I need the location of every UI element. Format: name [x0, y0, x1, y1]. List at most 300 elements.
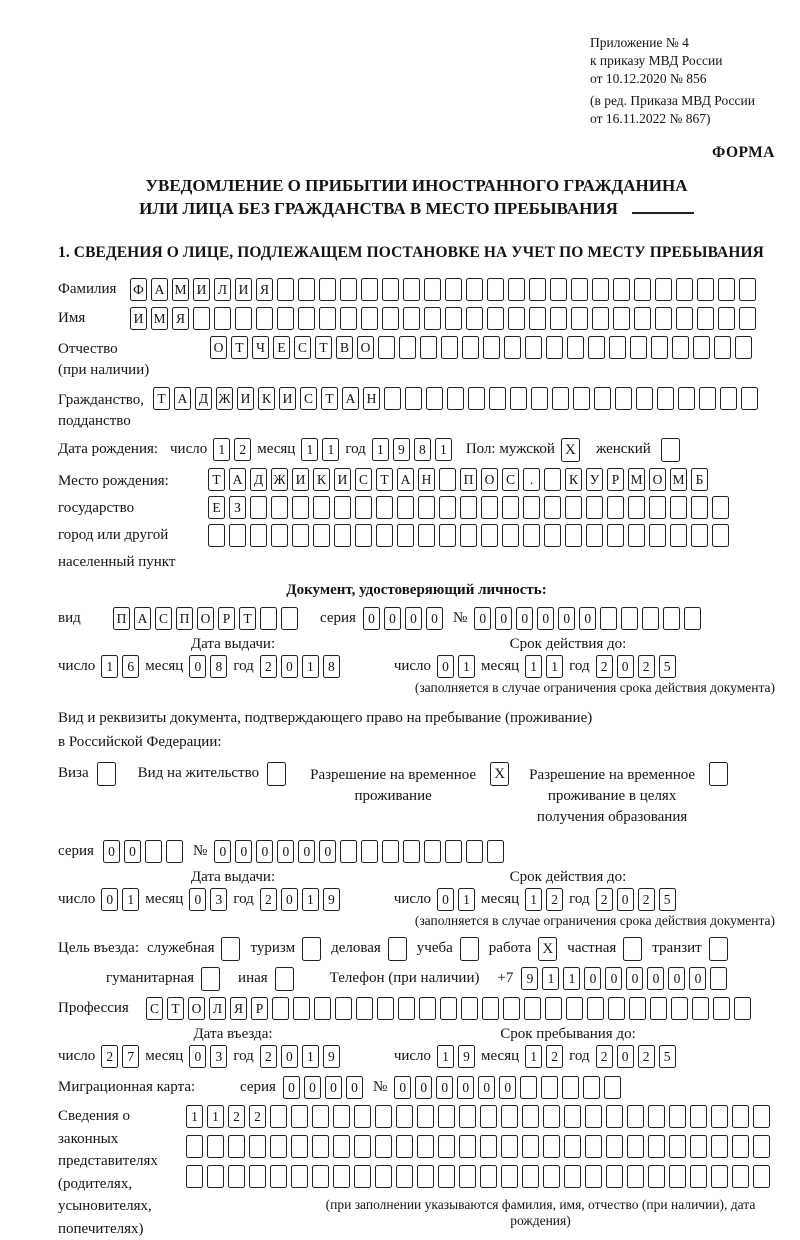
char-cell[interactable]	[397, 524, 414, 547]
char-cell[interactable]	[186, 1165, 203, 1188]
char-cell[interactable]	[340, 278, 357, 301]
doc-kind-boxes[interactable]	[113, 607, 298, 630]
char-cell[interactable]	[487, 278, 504, 301]
char-cell[interactable]	[627, 1105, 644, 1128]
char-cell[interactable]	[670, 524, 687, 547]
char-cell[interactable]	[524, 997, 541, 1020]
char-cell[interactable]: И	[193, 278, 210, 301]
char-cell[interactable]: 0	[384, 607, 401, 630]
char-cell[interactable]	[636, 387, 653, 410]
char-cell[interactable]	[650, 997, 667, 1020]
char-cell[interactable]: 2	[638, 888, 655, 911]
char-cell[interactable]: 0	[281, 1045, 298, 1068]
char-cell[interactable]	[382, 307, 399, 330]
char-cell[interactable]	[214, 307, 231, 330]
char-cell[interactable]: 1	[542, 967, 559, 990]
char-cell[interactable]: 1	[302, 655, 319, 678]
char-cell[interactable]	[732, 1135, 749, 1158]
char-cell[interactable]: В	[336, 336, 353, 359]
char-cell[interactable]	[613, 278, 630, 301]
char-cell[interactable]	[543, 1135, 560, 1158]
char-cell[interactable]	[480, 1105, 497, 1128]
char-cell[interactable]	[711, 1105, 728, 1128]
char-cell[interactable]: 0	[605, 967, 622, 990]
char-cell[interactable]: 8	[210, 655, 227, 678]
char-cell[interactable]: М	[670, 468, 687, 491]
char-cell[interactable]	[587, 997, 604, 1020]
char-cell[interactable]: 9	[458, 1045, 475, 1068]
char-cell[interactable]: П	[113, 607, 130, 630]
char-cell[interactable]	[445, 278, 462, 301]
char-cell[interactable]	[356, 997, 373, 1020]
char-cell[interactable]	[314, 997, 331, 1020]
residence-number-boxes[interactable]	[214, 840, 504, 863]
char-cell[interactable]	[753, 1105, 770, 1128]
char-cell[interactable]: 0	[304, 1076, 321, 1099]
char-cell[interactable]	[361, 307, 378, 330]
char-cell[interactable]	[564, 1105, 581, 1128]
char-cell[interactable]: 0	[189, 655, 206, 678]
char-cell[interactable]	[735, 336, 752, 359]
char-cell[interactable]	[501, 1105, 518, 1128]
char-cell[interactable]	[228, 1135, 245, 1158]
char-cell[interactable]	[438, 1165, 455, 1188]
char-cell[interactable]	[445, 307, 462, 330]
char-cell[interactable]	[523, 524, 540, 547]
valid-month-boxes[interactable]	[525, 655, 563, 678]
res-issue-month-boxes[interactable]	[189, 888, 227, 911]
entry-day-boxes[interactable]	[101, 1045, 139, 1068]
char-cell[interactable]: Б	[691, 468, 708, 491]
char-cell[interactable]: 1	[101, 655, 118, 678]
char-cell[interactable]	[250, 524, 267, 547]
char-cell[interactable]: .	[523, 468, 540, 491]
migration-number-boxes[interactable]	[394, 1076, 621, 1099]
char-cell[interactable]: 0	[189, 1045, 206, 1068]
char-cell[interactable]	[567, 336, 584, 359]
char-cell[interactable]	[714, 336, 731, 359]
char-cell[interactable]	[621, 607, 638, 630]
char-cell[interactable]: С	[300, 387, 317, 410]
char-cell[interactable]: 0	[103, 840, 120, 863]
char-cell[interactable]	[376, 524, 393, 547]
res-valid-day-boxes[interactable]	[437, 888, 475, 911]
birth-place-row3[interactable]	[208, 524, 729, 547]
char-cell[interactable]	[277, 307, 294, 330]
char-cell[interactable]	[607, 496, 624, 519]
char-cell[interactable]: 9	[393, 438, 410, 461]
char-cell[interactable]	[642, 607, 659, 630]
char-cell[interactable]: 5	[659, 655, 676, 678]
char-cell[interactable]	[594, 387, 611, 410]
char-cell[interactable]	[460, 496, 477, 519]
char-cell[interactable]	[334, 524, 351, 547]
char-cell[interactable]	[193, 307, 210, 330]
char-cell[interactable]	[522, 1135, 539, 1158]
char-cell[interactable]: М	[172, 278, 189, 301]
temp-residence-checkbox[interactable]: X	[490, 762, 509, 786]
char-cell[interactable]	[424, 278, 441, 301]
char-cell[interactable]	[629, 997, 646, 1020]
char-cell[interactable]	[459, 1105, 476, 1128]
char-cell[interactable]	[228, 1165, 245, 1188]
char-cell[interactable]: 0	[101, 888, 118, 911]
title-blank-line[interactable]	[632, 198, 694, 214]
char-cell[interactable]	[648, 1165, 665, 1188]
char-cell[interactable]	[403, 840, 420, 863]
char-cell[interactable]	[249, 1165, 266, 1188]
char-cell[interactable]	[522, 1105, 539, 1128]
char-cell[interactable]	[657, 387, 674, 410]
representatives-row1[interactable]	[186, 1105, 770, 1128]
char-cell[interactable]	[447, 387, 464, 410]
char-cell[interactable]	[145, 840, 162, 863]
char-cell[interactable]	[523, 496, 540, 519]
char-cell[interactable]	[711, 1165, 728, 1188]
char-cell[interactable]: С	[294, 336, 311, 359]
char-cell[interactable]	[669, 1165, 686, 1188]
char-cell[interactable]: 0	[617, 655, 634, 678]
char-cell[interactable]	[592, 307, 609, 330]
purpose-private-checkbox[interactable]	[623, 937, 642, 961]
char-cell[interactable]: 0	[558, 607, 575, 630]
char-cell[interactable]	[319, 307, 336, 330]
char-cell[interactable]	[609, 336, 626, 359]
char-cell[interactable]	[291, 1135, 308, 1158]
valid-day-boxes[interactable]	[437, 655, 475, 678]
char-cell[interactable]	[375, 1135, 392, 1158]
char-cell[interactable]	[510, 387, 527, 410]
char-cell[interactable]	[585, 1165, 602, 1188]
char-cell[interactable]	[718, 278, 735, 301]
residence-permit-checkbox[interactable]	[267, 762, 286, 786]
char-cell[interactable]: Т	[167, 997, 184, 1020]
char-cell[interactable]	[461, 997, 478, 1020]
char-cell[interactable]	[508, 278, 525, 301]
char-cell[interactable]	[398, 997, 415, 1020]
valid-year-boxes[interactable]	[596, 655, 676, 678]
char-cell[interactable]	[466, 278, 483, 301]
char-cell[interactable]: Я	[256, 278, 273, 301]
res-valid-month-boxes[interactable]	[525, 888, 563, 911]
char-cell[interactable]	[462, 336, 479, 359]
char-cell[interactable]	[627, 1165, 644, 1188]
char-cell[interactable]	[699, 387, 716, 410]
char-cell[interactable]	[615, 387, 632, 410]
char-cell[interactable]: А	[397, 468, 414, 491]
char-cell[interactable]	[313, 496, 330, 519]
temp-residence-edu-checkbox[interactable]	[709, 762, 728, 786]
char-cell[interactable]: 0	[189, 888, 206, 911]
char-cell[interactable]	[691, 524, 708, 547]
char-cell[interactable]	[229, 524, 246, 547]
visa-checkbox[interactable]	[97, 762, 116, 786]
char-cell[interactable]: Т	[239, 607, 256, 630]
char-cell[interactable]	[562, 1076, 579, 1099]
char-cell[interactable]	[606, 1105, 623, 1128]
char-cell[interactable]: К	[313, 468, 330, 491]
char-cell[interactable]: С	[155, 607, 172, 630]
char-cell[interactable]: И	[279, 387, 296, 410]
char-cell[interactable]	[291, 1105, 308, 1128]
char-cell[interactable]	[691, 496, 708, 519]
char-cell[interactable]	[384, 387, 401, 410]
char-cell[interactable]	[277, 278, 294, 301]
res-issue-day-boxes[interactable]	[101, 888, 139, 911]
char-cell[interactable]	[676, 307, 693, 330]
char-cell[interactable]: Д	[195, 387, 212, 410]
char-cell[interactable]	[270, 1105, 287, 1128]
char-cell[interactable]	[571, 278, 588, 301]
char-cell[interactable]	[655, 278, 672, 301]
char-cell[interactable]: И	[130, 307, 147, 330]
char-cell[interactable]: 0	[214, 840, 231, 863]
char-cell[interactable]: 0	[537, 607, 554, 630]
char-cell[interactable]: М	[151, 307, 168, 330]
profession-boxes[interactable]	[146, 997, 751, 1020]
char-cell[interactable]	[466, 307, 483, 330]
char-cell[interactable]: 0	[495, 607, 512, 630]
char-cell[interactable]	[741, 387, 758, 410]
char-cell[interactable]	[333, 1165, 350, 1188]
char-cell[interactable]	[489, 387, 506, 410]
char-cell[interactable]: 2	[596, 655, 613, 678]
char-cell[interactable]	[250, 496, 267, 519]
char-cell[interactable]	[445, 840, 462, 863]
char-cell[interactable]	[438, 1105, 455, 1128]
char-cell[interactable]: 2	[101, 1045, 118, 1068]
citizenship-boxes[interactable]	[153, 387, 758, 410]
char-cell[interactable]	[676, 278, 693, 301]
char-cell[interactable]	[520, 1076, 537, 1099]
char-cell[interactable]	[376, 496, 393, 519]
char-cell[interactable]: Л	[214, 278, 231, 301]
char-cell[interactable]	[249, 1135, 266, 1158]
char-cell[interactable]: И	[237, 387, 254, 410]
char-cell[interactable]	[480, 1165, 497, 1188]
char-cell[interactable]	[663, 607, 680, 630]
char-cell[interactable]: 1	[458, 888, 475, 911]
char-cell[interactable]: 0	[415, 1076, 432, 1099]
char-cell[interactable]: 2	[596, 888, 613, 911]
char-cell[interactable]	[312, 1165, 329, 1188]
char-cell[interactable]	[235, 307, 252, 330]
char-cell[interactable]	[298, 278, 315, 301]
char-cell[interactable]	[684, 607, 701, 630]
char-cell[interactable]: Я	[230, 997, 247, 1020]
char-cell[interactable]: 0	[436, 1076, 453, 1099]
char-cell[interactable]	[396, 1135, 413, 1158]
char-cell[interactable]: Ж	[271, 468, 288, 491]
char-cell[interactable]: 0	[281, 655, 298, 678]
char-cell[interactable]	[417, 1105, 434, 1128]
char-cell[interactable]	[419, 997, 436, 1020]
char-cell[interactable]: П	[176, 607, 193, 630]
char-cell[interactable]	[608, 997, 625, 1020]
phone-boxes[interactable]	[521, 967, 727, 990]
char-cell[interactable]	[734, 997, 751, 1020]
char-cell[interactable]: 2	[546, 1045, 563, 1068]
residence-series-boxes[interactable]	[103, 840, 183, 863]
char-cell[interactable]	[634, 278, 651, 301]
char-cell[interactable]: 5	[659, 888, 676, 911]
char-cell[interactable]: 0	[394, 1076, 411, 1099]
char-cell[interactable]: 1	[302, 888, 319, 911]
char-cell[interactable]	[354, 1165, 371, 1188]
char-cell[interactable]	[529, 278, 546, 301]
char-cell[interactable]	[333, 1135, 350, 1158]
char-cell[interactable]	[529, 307, 546, 330]
char-cell[interactable]: О	[197, 607, 214, 630]
char-cell[interactable]	[340, 307, 357, 330]
char-cell[interactable]: 2	[249, 1105, 266, 1128]
char-cell[interactable]	[375, 1105, 392, 1128]
char-cell[interactable]	[208, 524, 225, 547]
char-cell[interactable]	[669, 1135, 686, 1158]
char-cell[interactable]	[503, 997, 520, 1020]
char-cell[interactable]: Т	[376, 468, 393, 491]
char-cell[interactable]	[545, 997, 562, 1020]
char-cell[interactable]	[546, 336, 563, 359]
char-cell[interactable]: 0	[325, 1076, 342, 1099]
char-cell[interactable]: 0	[516, 607, 533, 630]
char-cell[interactable]	[600, 607, 617, 630]
char-cell[interactable]	[564, 1135, 581, 1158]
char-cell[interactable]: 0	[626, 967, 643, 990]
char-cell[interactable]	[586, 524, 603, 547]
char-cell[interactable]	[739, 278, 756, 301]
char-cell[interactable]: Я	[172, 307, 189, 330]
char-cell[interactable]: 2	[638, 655, 655, 678]
char-cell[interactable]: 2	[260, 655, 277, 678]
char-cell[interactable]	[354, 1135, 371, 1158]
char-cell[interactable]	[334, 496, 351, 519]
char-cell[interactable]	[502, 496, 519, 519]
char-cell[interactable]	[335, 997, 352, 1020]
char-cell[interactable]	[313, 524, 330, 547]
char-cell[interactable]: 0	[617, 888, 634, 911]
char-cell[interactable]	[544, 524, 561, 547]
char-cell[interactable]	[628, 496, 645, 519]
char-cell[interactable]	[382, 840, 399, 863]
purpose-study-checkbox[interactable]	[460, 937, 479, 961]
char-cell[interactable]: А	[174, 387, 191, 410]
char-cell[interactable]	[713, 997, 730, 1020]
char-cell[interactable]	[543, 1105, 560, 1128]
issue-month-boxes[interactable]	[189, 655, 227, 678]
char-cell[interactable]	[441, 336, 458, 359]
char-cell[interactable]: А	[342, 387, 359, 410]
char-cell[interactable]	[466, 840, 483, 863]
char-cell[interactable]	[630, 336, 647, 359]
birth-year-boxes[interactable]	[372, 438, 452, 461]
char-cell[interactable]: 1	[122, 888, 139, 911]
char-cell[interactable]: 0	[283, 1076, 300, 1099]
char-cell[interactable]	[354, 1105, 371, 1128]
char-cell[interactable]: Т	[208, 468, 225, 491]
char-cell[interactable]	[459, 1135, 476, 1158]
char-cell[interactable]	[585, 1135, 602, 1158]
char-cell[interactable]	[270, 1135, 287, 1158]
char-cell[interactable]	[753, 1165, 770, 1188]
char-cell[interactable]	[424, 840, 441, 863]
char-cell[interactable]	[712, 524, 729, 547]
char-cell[interactable]	[627, 1135, 644, 1158]
char-cell[interactable]: 9	[323, 1045, 340, 1068]
char-cell[interactable]: С	[355, 468, 372, 491]
char-cell[interactable]	[718, 307, 735, 330]
birth-month-boxes[interactable]	[301, 438, 339, 461]
char-cell[interactable]	[648, 1135, 665, 1158]
char-cell[interactable]	[678, 387, 695, 410]
char-cell[interactable]: Е	[208, 496, 225, 519]
char-cell[interactable]: Е	[273, 336, 290, 359]
purpose-transit-checkbox[interactable]	[709, 937, 728, 961]
char-cell[interactable]	[655, 307, 672, 330]
char-cell[interactable]: 1	[435, 438, 452, 461]
char-cell[interactable]: И	[334, 468, 351, 491]
char-cell[interactable]	[405, 387, 422, 410]
char-cell[interactable]	[439, 496, 456, 519]
char-cell[interactable]	[291, 1165, 308, 1188]
char-cell[interactable]: 7	[122, 1045, 139, 1068]
char-cell[interactable]	[720, 387, 737, 410]
char-cell[interactable]: Т	[315, 336, 332, 359]
char-cell[interactable]	[481, 496, 498, 519]
char-cell[interactable]: 0	[298, 840, 315, 863]
issue-year-boxes[interactable]	[260, 655, 340, 678]
char-cell[interactable]: 0	[235, 840, 252, 863]
char-cell[interactable]	[550, 307, 567, 330]
doc-number-boxes[interactable]	[474, 607, 701, 630]
char-cell[interactable]: 8	[414, 438, 431, 461]
char-cell[interactable]	[403, 307, 420, 330]
char-cell[interactable]	[396, 1165, 413, 1188]
surname-boxes[interactable]	[130, 278, 756, 301]
char-cell[interactable]	[361, 840, 378, 863]
char-cell[interactable]: Т	[321, 387, 338, 410]
char-cell[interactable]: У	[586, 468, 603, 491]
char-cell[interactable]: Ч	[252, 336, 269, 359]
char-cell[interactable]: К	[565, 468, 582, 491]
char-cell[interactable]	[396, 1105, 413, 1128]
purpose-work-checkbox[interactable]: X	[538, 937, 557, 961]
birth-place-row2[interactable]	[208, 496, 729, 519]
char-cell[interactable]: А	[229, 468, 246, 491]
char-cell[interactable]	[634, 307, 651, 330]
char-cell[interactable]: 1	[525, 1045, 542, 1068]
char-cell[interactable]	[271, 524, 288, 547]
char-cell[interactable]: 3	[210, 888, 227, 911]
char-cell[interactable]: 0	[668, 967, 685, 990]
char-cell[interactable]	[651, 336, 668, 359]
char-cell[interactable]	[649, 524, 666, 547]
entry-month-boxes[interactable]	[189, 1045, 227, 1068]
char-cell[interactable]	[586, 496, 603, 519]
char-cell[interactable]	[355, 524, 372, 547]
char-cell[interactable]: 1	[458, 655, 475, 678]
char-cell[interactable]: 0	[346, 1076, 363, 1099]
char-cell[interactable]: 2	[596, 1045, 613, 1068]
char-cell[interactable]	[690, 1165, 707, 1188]
char-cell[interactable]	[403, 278, 420, 301]
char-cell[interactable]: 0	[647, 967, 664, 990]
char-cell[interactable]	[207, 1165, 224, 1188]
char-cell[interactable]	[439, 524, 456, 547]
char-cell[interactable]: 0	[437, 888, 454, 911]
char-cell[interactable]	[508, 307, 525, 330]
char-cell[interactable]	[613, 307, 630, 330]
